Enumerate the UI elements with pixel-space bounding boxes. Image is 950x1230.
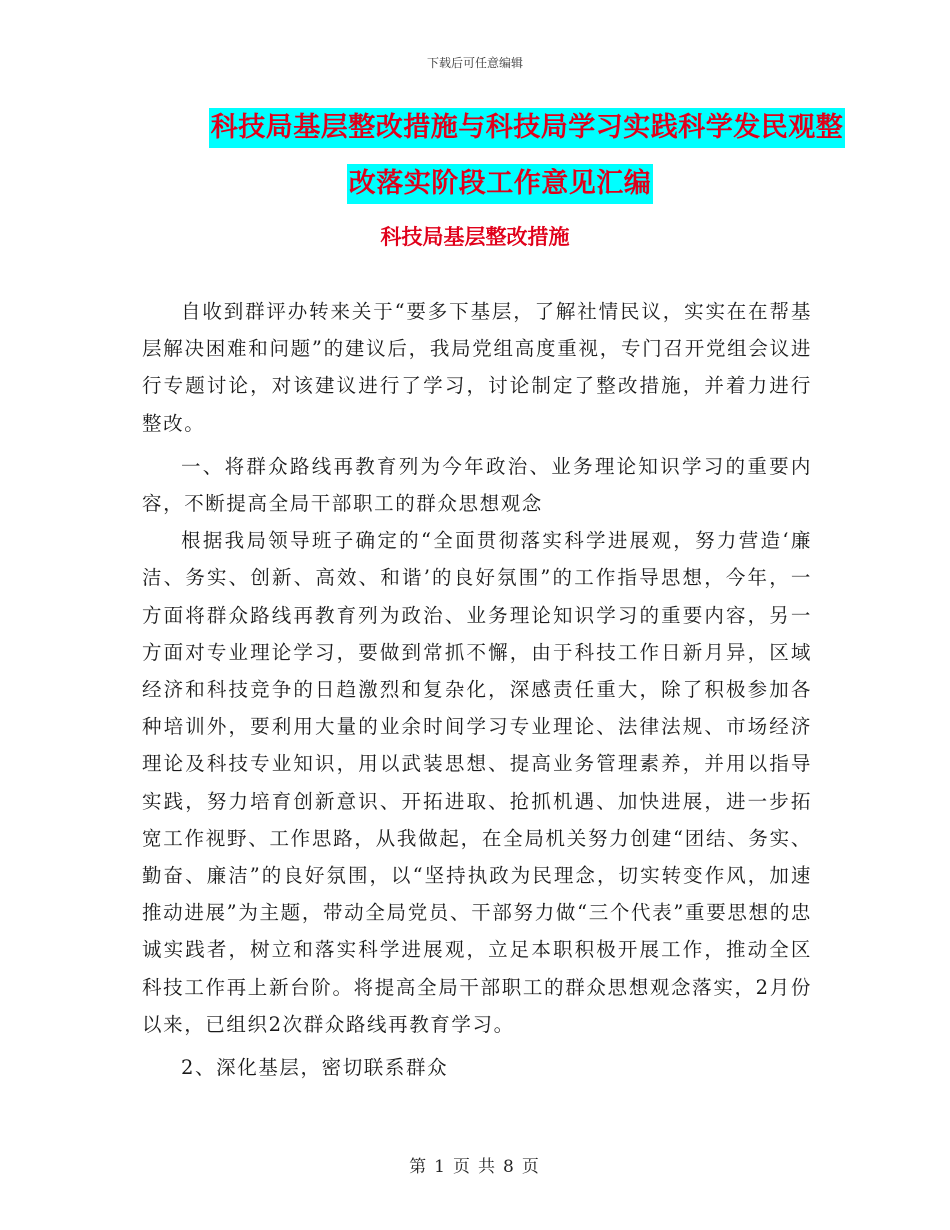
section-title: 科技局基层整改措施 <box>380 224 570 249</box>
footer-total-pages: 8 <box>503 1157 516 1177</box>
paragraph-heading-2: 2、深化基层，密切联系群众 <box>181 1056 449 1080</box>
paragraph-heading-1: 一、将群众路线再教育列为今年政治、业务理论知识学习的重要内容，不断提高全局干部职工的群众思想观念 <box>142 454 812 516</box>
document-title-line-1: 科技局基层整改措施与科技局学习实践科学发民观整 <box>209 108 846 148</box>
document-title <box>140 108 860 204</box>
paragraph-body-1: 根据我局领导班子确定的“全面贯彻落实科学进展观，努力营造‘廉洁、务实、创新、高效、和谐’的良好氛围”的工作指导思想，今年，一方面将群众路线再教育列为政治、业务理论知识学习的重要内容，另一方面对专业理论学习，要做到常抓不懈，由于科技工作日新月异，区域经济和科技竞争的日趋激烈和复杂化，深感责任重大，除了积极参加各种培训外，要利用大量的业余时间学习专业理论、法律法规、市场经济理论及科技专业知识，用以武装思想、提高业务管理素养，并用以指导实践，努力培育创新意识、开拓进取、抢抓机遇、加快进展，进一步拓宽工作视野、工作思路，从我做起，在全局机关努力创建“团结、务实、勤奋、廉洁”的良好氛围，以“坚持执政为民理念，切实转变作风，加速推动进展”为主题，带动全局党员、干部努力做“三个代表”重要思想的忠诚实践者，树立和落实科学进展观，立足本职积极开展工作，推动全区科技工作再上新台阶。将提高全局干部职工的群众思想观念落实，2月份以来，已组织2次群众路线再教育学习。 <box>142 529 812 1036</box>
footer-current-page: 1 <box>434 1157 447 1177</box>
page-header-note: 下载后可任意编辑 <box>426 56 523 70</box>
footer-total-prefix: 共 <box>478 1157 497 1177</box>
footer-page-unit: 页 <box>453 1157 472 1177</box>
footer-total-unit: 页 <box>521 1157 541 1177</box>
page-footer <box>0 1152 950 1177</box>
paragraph-intro: 自收到群评办转来关于“要多下基层，了解社情民议，实实在在帮基层解决困难和问题”的建议后，我局党组高度重视，专门召开党组会议进行专题讨论，对该建议进行了学习，讨论制定了整改措施，并着力进行整改。 <box>142 300 812 435</box>
footer-prefix: 第 <box>409 1157 429 1177</box>
document-title-line-2: 改落实阶段工作意见汇编 <box>347 164 654 204</box>
document-body <box>142 293 812 1086</box>
